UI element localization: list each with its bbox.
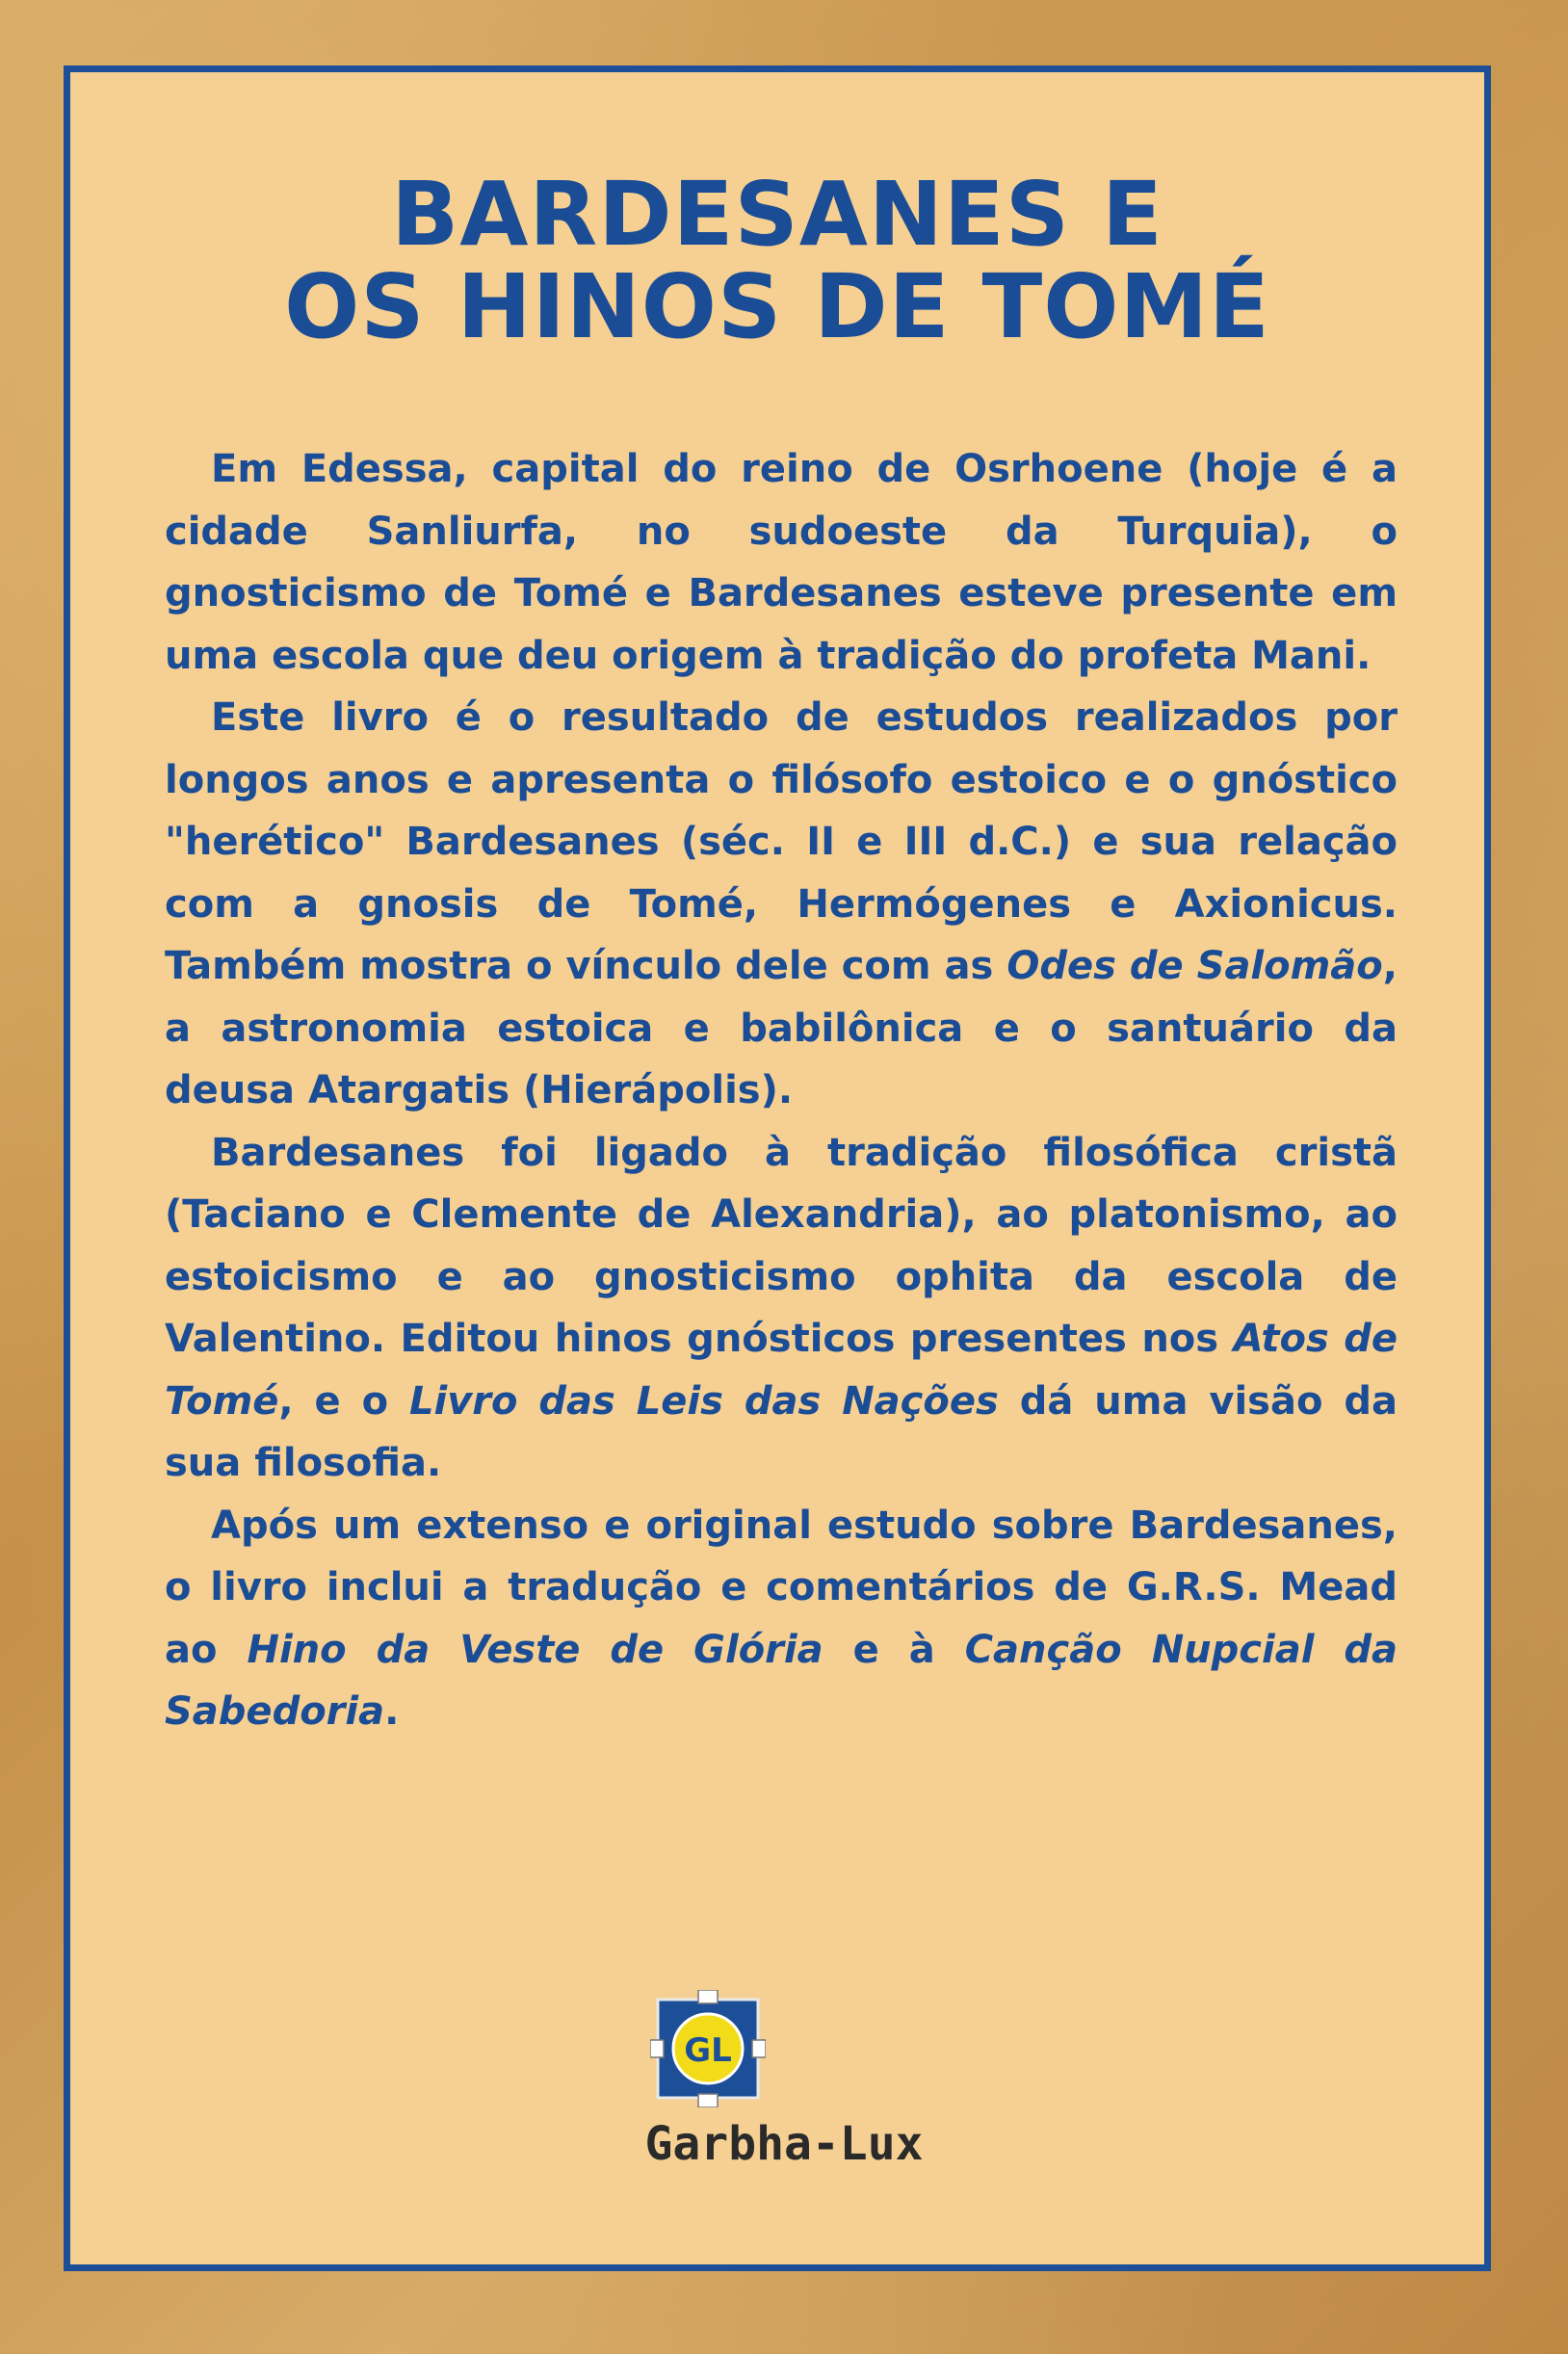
publisher-name: Garbha-Lux <box>644 2117 924 2171</box>
publisher-logo-icon <box>650 1990 766 2107</box>
text-span: Após um extenso e original estudo sobre Bardesanes, o livro inclui a tradução e comentários de G.R.S. Mead ao <box>165 1503 1398 1672</box>
synopsis-paragraph-2 <box>165 687 1398 1122</box>
title-line-2: OS HINOS DE TOMÉ <box>284 255 1270 358</box>
text-span: , e o <box>278 1378 410 1424</box>
logo-lettering: GL <box>684 2031 732 2070</box>
text-span: Bardesanes foi ligado à tradição filosófica cristã (Taciano e Clemente de Alexandria), ao platonismo, ao estoicismo e ao gnosticismo ophita da escola de Valentino. Editou hinos gnósticos presentes nos <box>165 1130 1398 1361</box>
text-span: . <box>384 1689 400 1734</box>
work-title-livro: Livro das Leis das Nações <box>409 1378 999 1424</box>
text-span: e à <box>823 1627 965 1672</box>
text-span: dá uma visão da sua filosofia. <box>165 1378 1398 1485</box>
synopsis-paragraph-4 <box>165 1495 1398 1743</box>
title-line-1: BARDESANES E <box>391 163 1163 266</box>
synopsis <box>165 438 1398 1743</box>
synopsis-paragraph-3 <box>165 1122 1398 1495</box>
back-cover-panel <box>64 65 1491 2271</box>
work-title-cancao: Canção Nupcial da Sabedoria <box>165 1627 1398 1734</box>
synopsis-paragraph-1: Em Edessa, capital do reino de Osrhoene (hoje é a cidade Sanliurfa, no sudoeste da Turquia), o gnosticismo de Tomé e Bardesanes esteve presente em uma escola que deu origem à tradição do profeta Mani. <box>165 447 1398 678</box>
text-span: Este livro é o resultado de estudos realizados por longos anos e apresenta o filósofo estoico e o gnóstico "herético" Bardesanes (séc. II e III d.C.) e sua relação com a gnosis de Tomé, Hermógenes e Axionicus. Também mostra o vínculo dele com as <box>165 695 1398 988</box>
work-title-hino: Hino da Veste de Glória <box>247 1627 823 1672</box>
work-title-atos: Atos de Tomé <box>165 1317 1398 1424</box>
work-title-odes: Odes de Salomão <box>1006 944 1383 988</box>
book-title <box>70 163 1484 358</box>
text-span: , a astronomia estoica e babilônica e o santuário da deusa Atargatis (Hierápolis). <box>165 944 1398 1112</box>
